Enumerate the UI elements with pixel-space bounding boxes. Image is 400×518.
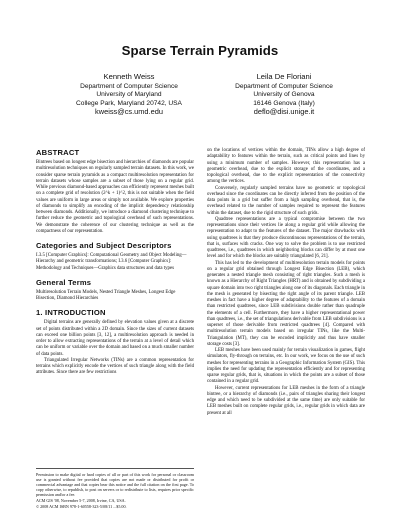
introduction-heading: 1. INTRODUCTION [36, 308, 106, 318]
author-univ: University of Genova [253, 91, 315, 99]
categories-heading: Categories and Subject Descriptors [36, 241, 172, 250]
footnote-copyright: © 2008 ACM ISBN 978-1-60558-323-5/08/11 ...$5.00. [36, 503, 127, 509]
body-paragraph: Quadtree representations are a typical compromise between the two representations since their vertices lie along a regular grid while allowing the representation to adapt to the features of the dataset. The major drawbacks with using quadtrees is that they produce discontinuous representations of the terrain, that is, surfaces with cracks. One way to solve the problem is to use restricted quadtrees, i.e., quadtrees in which neighboring blocks can differ by at most one level and for which the blocks are suitably triangulated [6, 21]. [207, 216, 365, 260]
author-block-2 [194, 73, 374, 117]
abstract-heading: ABSTRACT [36, 148, 80, 157]
right-column [207, 148, 365, 417]
author-email: kweiss@cs.umd.edu [95, 107, 163, 117]
author-name: Leila De Floriani [256, 72, 312, 81]
author-dept: Department of Computer Science [80, 82, 178, 90]
left-column [36, 148, 194, 377]
intro-paragraph-2: Triangulated Irregular Networks (TINs) are a common representation for terrains which explicitly encode the vertices of such triangle along with the field attributes. Since there are few restrictions [36, 357, 194, 376]
author-email: deflo@disi.unige.it [253, 107, 315, 117]
general-terms-heading: General Terms [36, 277, 92, 287]
copyright-footnote [36, 468, 194, 509]
body-paragraph: However, current representations for LEB meshes in the form of a triangle bintree, or a hierarchy of diamonds (i.e., pairs of triangles sharing their longest edge and which need to be subdivided at the same time) are only suitable for LEB meshes built on complete regular grids, i.e., regular grids in which data are present at all [207, 385, 365, 416]
author-address: 16146 Genova (Italy) [253, 99, 315, 107]
footnote-venue: ACM GIS '08, November 5-7, 2008, Irvine, CA, USA. [36, 498, 126, 504]
footnote-permission: Permission to make digital or hard copies of all or part of this work for personal or classroom use is granted without fee provided that copies are not made or distributed for profit or commercial advantage and that copies bear this notice and the full citation on the first page. To copy otherwise, to republish, to post on servers or to redistribute to lists, requires prior specific permission and/or a fee. [36, 472, 194, 498]
body-paragraph: on the locations of vertices within the domain, TINs allow a high degree of adaptability to features within the terrain, such as critical points and lines by using a minimum number of samples. However, this representation has a geometric overhead, due to the explicit storage of the coordinates, and a topological overhead, due to the explicit representation of the connectivity among the vertices. [207, 148, 365, 185]
paper-title: Sparse Terrain Pyramids [121, 43, 279, 58]
intro-paragraph-1: Digital terrains are generally defined by elevation values given at a discrete set of points distributed within a 2D domain. Since the sizes of current datasets can exceed one billion points [3, 12], a multiresolution approach is needed in order to allow extracting representations of the terrain at a level of detail which can be uniform or variable over the domain and based on a much smaller number of data points. [36, 320, 194, 357]
author-address: College Park, Maryland 20742, USA [76, 99, 182, 107]
body-paragraph: Conversely, regularly sampled terrains have no geometric or topological overhead since the coordinates can be directly inferred from the position of the data points in a grid but suffer from a high sampling overhead, that is, the overhead related to the number of samples required to represent the features within the dataset, due to the rigid structure of such grids. [207, 185, 365, 216]
abstract-text: Bintrees based on longest edge bisection and hierarchies of diamonds are popular multiresolution techniques on regularly sampled terrain datasets. In this work, we consider sparse terrain pyramids as a compact multiresolution representation for terrain datasets whose samples are a subset of those lying on a regular grid. While previous diamond-based approaches can efficiently represent meshes built on a complete grid of resolution (2^k + 1)^2, this is not suitable when the field values are uniform in large areas or simply not available. We explore properties of diamonds to simplify an encoding of the implicit dependency relationship between diamonds. Additionally, we introduce a diamond clustering technique to further reduce the geometric and topological overhead of such representations. We demonstrate the coherence of our clustering technique as well as the compactness of our representation. [36, 160, 194, 234]
author-univ: University of Maryland [96, 91, 162, 99]
body-paragraph: This has led to the development of multiresolution terrain models for points on a regular grid obtained through Longest Edge Bisection (LEB), which generates a nested triangle mesh consisting of right triangles. Such a mesh is known as a Hierarchy of Right Triangles (HRT) and is obtained by subdividing a square domain into two right triangles along one of its diagonals. Each triangle in the mesh is generated by bisecting the right angle of its parent triangle. LEB meshes in fact have a higher degree of adaptability to the features of a domain than restricted quadtrees, since LEB subdivisions double rather than quadruple the elements of a cell. Furthermore, they have a higher representational power than quadtrees, i.e., the set of triangulations derivable from LEB subdivisions is a superset of those derivable from restricted quadtrees [4]. Compared with multiresolution terrain models based on irregular TINs, like the Multi-Triangulation (MT), they can be encoded implicitly and thus have smaller storage costs [3]. [207, 260, 365, 347]
categories-text: I.3.5 [Computer Graphics]: Computational Geometry and Object Modeling—Hierarchy and geometric transformations; I.3.6 [Computer Graphics]: Methodology and Techniques—Graphics data structures and data types [36, 253, 187, 271]
author-name: Kenneth Weiss [103, 72, 155, 81]
author-dept: Department of Computer Science [235, 82, 333, 90]
body-paragraph: LEB meshes have been used mainly for terrain visualization in games, flight simulators, fly-through on terrains, etc. In our work, we focus on the use of such meshes for representing terrains in a Geographic Information System (GIS). This implies the need for updating the representation efficiently and for representing sparse regular grids, that is, situations in which the points are a subset of those contained in a regular grid. [207, 348, 365, 385]
general-terms-text: Multiresolution Terrain Models, Nested Triangle Meshes, Longest Edge Bisection, Diamond Hierarchies [36, 289, 176, 301]
author-block-1 [39, 73, 219, 117]
